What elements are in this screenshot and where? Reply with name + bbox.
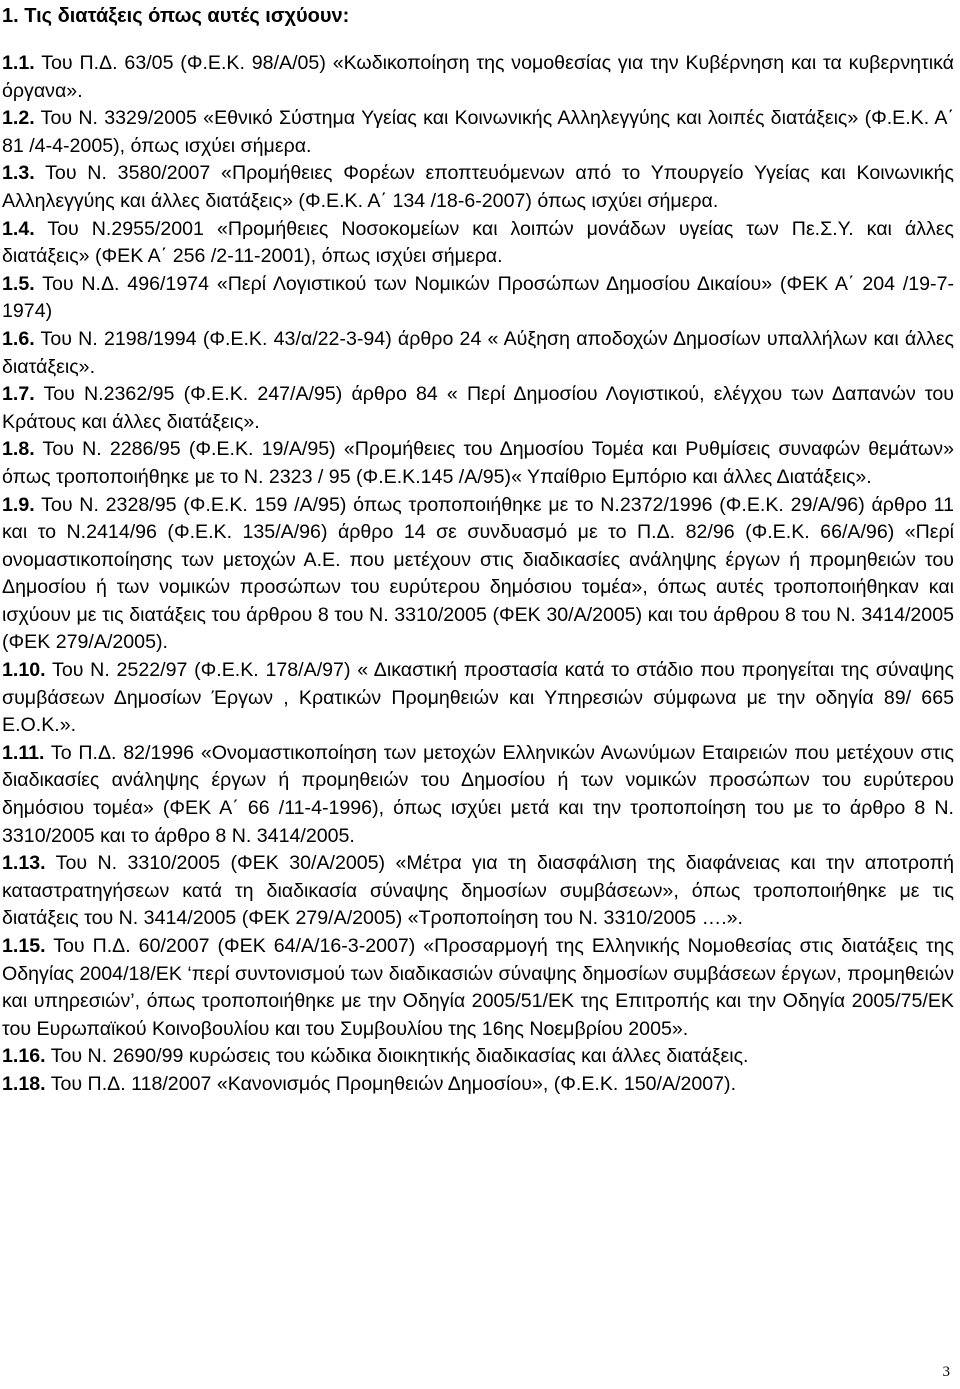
list-item-1-6 <box>2 326 954 381</box>
item-text: Του Ν. 3580/2007 «Προμήθειες Φορέων εποπτευόμενων από το Υπουργείο Υγείας και Κοινωνικής Αλληλεγγύης και άλλες διατάξεις» (Φ.Ε.Κ. Α΄ 134 /18-6-2007) όπως ισχύει σήμερα. <box>2 162 954 212</box>
item-number: 1.1. <box>2 52 35 74</box>
list-item-1-4 <box>2 216 954 271</box>
item-text: Του Ν. 3310/2005 (ΦΕΚ 30/Α/2005) «Μέτρα για τη διασφάλιση της διαφάνειας και την αποτροπή καταστρατηγήσεων κατά τη διαδικασία σύναψης δημοσίων συμβάσεων», όπως τροποποιήθηκε με τις διατάξεις του Ν. 3414/2005 (ΦΕΚ 279/Α/2005) «Τροποποίηση του Ν. 3310/2005 ….». <box>2 852 955 930</box>
item-text: Του Ν. 2286/95 (Φ.Ε.Κ. 19/Α/95) «Προμήθειες του Δημοσίου Τομέα και Ρυθμίσεις συναφών θεμάτων» όπως τροποποιήθηκε με το Ν. 2323 / 95 (Φ.Ε.Κ.145 /Α/95)« Υπαίθριο Εμπόριο και άλλες Διατάξεις». <box>2 438 954 488</box>
item-number: 1.2. <box>2 107 35 130</box>
item-number: 1.15. <box>2 935 46 957</box>
item-text: Του Ν. 2198/1994 (Φ.Ε.Κ. 43/α/22-3-94) άρθρο 24 « Αύξηση αποδοχών Δημοσίων υπαλλήλων και άλλες διατάξεις». <box>2 327 954 378</box>
list-item-1-7 <box>2 381 954 436</box>
item-number: 1.10. <box>2 659 46 682</box>
item-text: Του Ν. 2522/97 (Φ.Ε.Κ. 178/Α/97) « Δικαστική προστασία κατά το στάδιο που προηγείται της σύναψης συμβάσεων Δημοσίων Έργων , Κρατικών Προμηθειών και Υπηρεσιών σύμφωνα με την οδηγία 89/ 665 Ε.Ο.Κ.». <box>2 659 954 737</box>
list-item-1-5 <box>2 271 954 326</box>
item-number: 1.11. <box>2 741 45 764</box>
item-number: 1.7. <box>2 383 35 406</box>
item-number: 1.8. <box>2 438 35 461</box>
item-text: Του Ν. 2690/99 κυρώσεις του κώδικα διοικητικής διαδικασίας και άλλες διατάξεις. <box>50 1045 749 1068</box>
item-text: Του Π.Δ. 63/05 (Φ.Ε.Κ. 98/Α/05) «Κωδικοποίηση της νομοθεσίας για την Κυβέρνηση και τα κυβερνητικά όργανα». <box>2 52 954 102</box>
list-item-1-10 <box>2 657 954 740</box>
item-text: Το Π.Δ. 82/1996 «Ονομαστικοποίηση των μετοχών Ελληνικών Ανωνύμων Εταιρειών που μετέχουν στις διαδικασίες ανάληψης έργων ή προμηθειών του Δημοσίου ή των νομικών προσώπων του ευρύτερου δημόσιου τομέα» (ΦΕΚ Α΄ 66 /11-4-1996), όπως ισχύει μετά και την τροποποίηση του με το άρθρο 8 Ν. 3310/2005 και το άρθρο 8 Ν. 3414/2005. <box>2 741 954 847</box>
list-item-1-9 <box>2 492 954 658</box>
item-text: Του Π.Δ. 60/2007 (ΦΕΚ 64/Α/16-3-2007) «Προσαρμογή της Ελληνικής Νομοθεσίας στις διατάξεις της Οδηγίας 2004/18/ΕΚ ‘περί συντονισμού των διαδικασιών σύναψης δημοσίων συμβάσεων έργων, προμηθειών και υπηρεσιών’, όπως τροποποιήθηκε με την Οδηγία 2005/51/ΕΚ της Επιτροπής και την Οδηγία 2005/75/ΕΚ του Ευρωπαϊκού Κοινοβουλίου και του Συμβουλίου της 16ης Νοεμβρίου 2005». <box>2 935 954 1040</box>
item-text: Του Ν.2362/95 (Φ.Ε.Κ. 247/Α/95) άρθρο 84 « Περί Δημοσίου Λογιστικού, ελέγχου των Δαπανών του Κράτους και άλλες διατάξεις». <box>2 383 954 433</box>
item-text: Του Ν.2955/2001 «Προμήθειες Νοσοκομείων και λοιπών μονάδων υγείας των Πε.Σ.Υ. και άλλες διατάξεις» (ΦΕΚ Α΄ 256 /2-11-2001), όπως ισχύει σήμερα. <box>2 217 954 268</box>
item-number: 1.4. <box>2 217 35 240</box>
list-item-1-15 <box>2 933 954 1043</box>
item-number: 1.6. <box>2 327 35 350</box>
list-item-1-3 <box>2 160 954 215</box>
list-item-1-8 <box>2 436 954 491</box>
item-text: Του Ν. 3329/2005 «Εθνικό Σύστημα Υγείας και Κοινωνικής Αλληλεγγύης και λοιπές διατάξεις» (Φ.Ε.Κ. Α΄ 81 /4-4-2005), όπως ισχύει σήμερα. <box>2 107 955 157</box>
list-item-1-16 <box>2 1043 954 1071</box>
list-item-1-13 <box>2 850 954 933</box>
item-text: Του Ν.Δ. 496/1974 «Περί Λογιστικού των Νομικών Προσώπων Δημοσίου Δικαίου» (ΦΕΚ Α΄ 204 /19-7-1974) <box>2 272 955 323</box>
item-number: 1.9. <box>2 493 35 516</box>
list-item-1-11 <box>2 740 954 850</box>
item-number: 1.16. <box>2 1045 46 1068</box>
item-text: Του Π.Δ. 118/2007 «Κανονισμός Προμηθειών Δημοσίου», (Φ.Ε.Κ. 150/Α/2007). <box>50 1072 737 1095</box>
item-number: 1.5. <box>2 272 35 295</box>
section-heading: 1. Τις διατάξεις όπως αυτές ισχύουν: <box>2 5 350 27</box>
list-item-1-1 <box>2 50 954 105</box>
page-number: 3 <box>942 1364 950 1380</box>
list-item-1-2 <box>2 105 954 160</box>
item-number: 1.18. <box>2 1072 46 1095</box>
item-text: Του Ν. 2328/95 (Φ.Ε.Κ. 159 /Α/95) όπως τροποποιήθηκε με το Ν.2372/1996 (Φ.Ε.Κ. 29/Α/96) άρθρο 11 και το Ν.2414/96 (Φ.Ε.Κ. 135/Α/96) άρθρο 14 σε συνδυασμό με το Π.Δ. 82/96 (Φ.Ε.Κ. 66/Α/96) «Περί ονομαστικοποίησης των μετοχών Α.Ε. που μετέχουν στις διαδικασίες ανάληψης έργων ή προμηθειών του Δημοσίου ή των νομικών προσώπων του ευρύτερου δημόσιου τομέα», όπως αυτές τροποποιήθηκαν και ισχύουν με τις διατάξεις του άρθρου 8 του Ν. 3310/2005 (ΦΕΚ 30/Α/2005) και του άρθρου 8 του Ν. 3414/2005 (ΦΕΚ 279/Α/2005). <box>2 493 954 654</box>
item-number: 1.3. <box>2 162 35 185</box>
list-item-1-18 <box>2 1071 954 1099</box>
item-number: 1.13. <box>2 852 46 875</box>
